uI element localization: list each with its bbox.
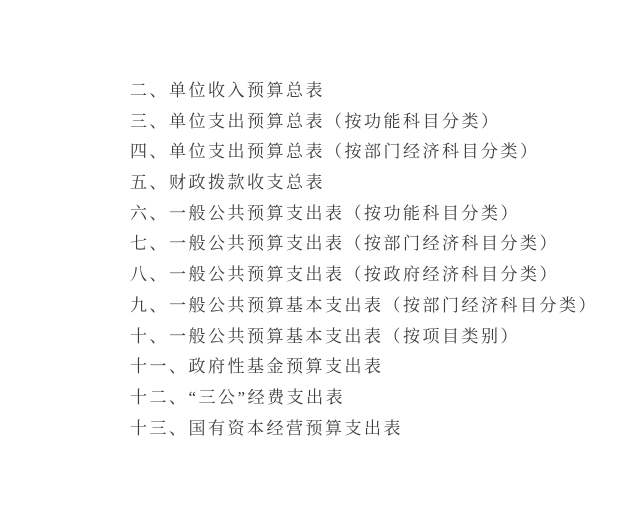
toc-item: 十三、国有资本经营预算支出表 — [130, 418, 403, 438]
toc-item: 五、财政拨款收支总表 — [130, 173, 325, 193]
toc-list — [130, 76, 598, 444]
toc-item: 十二、“三公”经费支出表 — [130, 387, 346, 407]
toc-item: 九、一般公共预算基本支出表（按部门经济科目分类） — [130, 295, 598, 315]
toc-item: 七、一般公共预算支出表（按部门经济科目分类） — [130, 234, 559, 254]
toc-item: 八、一般公共预算支出表（按政府经济科目分类） — [130, 265, 559, 285]
toc-item: 六、一般公共预算支出表（按功能科目分类） — [130, 203, 520, 223]
toc-item: 十、一般公共预算基本支出表（按项目类别） — [130, 326, 520, 346]
toc-item: 十一、政府性基金预算支出表 — [130, 357, 384, 377]
toc-item: 四、单位支出预算总表（按部门经济科目分类） — [130, 142, 540, 162]
toc-item: 二、单位收入预算总表 — [130, 81, 325, 100]
toc-item: 三、单位支出预算总表（按功能科目分类） — [130, 111, 501, 131]
